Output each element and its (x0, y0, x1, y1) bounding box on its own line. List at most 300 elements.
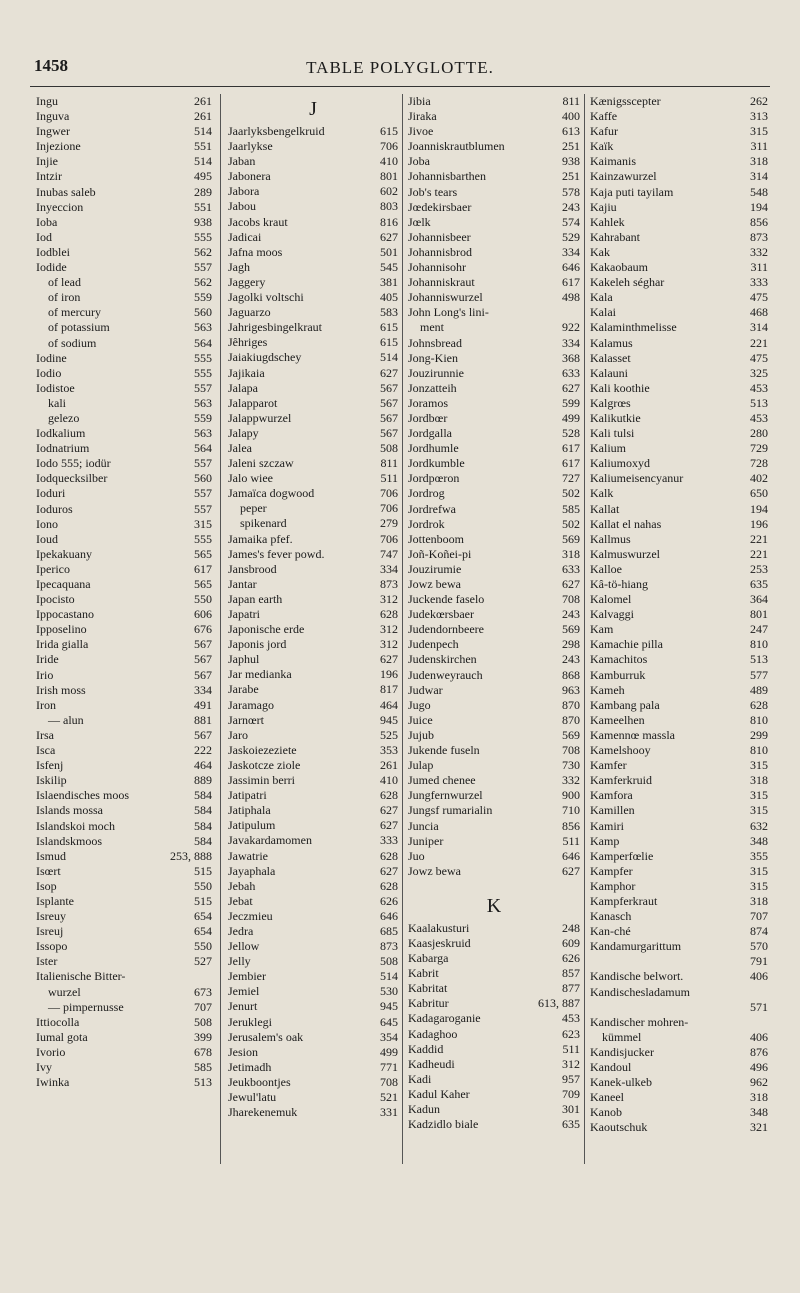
index-entry (408, 320, 580, 335)
entry-page-ref: 856 (562, 818, 580, 833)
entry-page-ref: 315 (750, 788, 768, 803)
entry-page-ref: 247 (750, 622, 768, 637)
entry-term: Kaimanis (590, 154, 636, 169)
entry-page-ref: 706 (380, 531, 398, 546)
entry-term: Kadagaroganie (408, 1011, 481, 1026)
index-entry (36, 275, 212, 290)
entry-term: Iodnatrium (36, 441, 90, 456)
entry-page-ref: 562 (194, 244, 212, 259)
index-entry (590, 230, 768, 245)
entry-term: Kænigsscepter (590, 94, 661, 108)
entry-page-ref: 325 (750, 365, 768, 380)
index-entry (590, 743, 768, 758)
entry-page-ref: 314 (750, 320, 768, 335)
entry-page-ref: 801 (380, 169, 398, 184)
entry-page-ref: 514 (194, 124, 212, 139)
entry-page-ref: 315 (750, 863, 768, 878)
index-entry (408, 758, 580, 773)
index-entry (408, 1117, 580, 1132)
index-entry (228, 320, 398, 335)
entry-term: Juo (408, 848, 425, 863)
index-entry (408, 426, 580, 441)
index-entry (408, 456, 580, 471)
index-entry (228, 954, 398, 969)
entry-term: kümmel (602, 1029, 642, 1044)
index-entry (36, 819, 212, 834)
entry-page-ref: 889 (194, 773, 212, 788)
entry-term: Kalmuswurzel (590, 546, 660, 561)
entry-page-ref: 615 (380, 124, 398, 138)
entry-page-ref: 514 (194, 154, 212, 169)
index-column-3 (408, 94, 580, 1132)
index-entry (228, 516, 398, 531)
entry-page-ref: 333 (750, 275, 768, 290)
entry-page-ref: 299 (750, 727, 768, 742)
index-entry (228, 818, 398, 833)
index-entry (590, 562, 768, 577)
entry-term: Jottenboom (408, 531, 464, 546)
page-number: 1458 (34, 56, 68, 75)
entry-page-ref: 627 (562, 380, 580, 395)
entry-page-ref: 729 (750, 441, 768, 456)
entry-page-ref: 453 (750, 410, 768, 425)
entry-term: Kamfora (590, 788, 633, 803)
entry-page-ref: 627 (562, 863, 580, 878)
entry-page-ref: 567 (194, 667, 212, 682)
index-entry (228, 698, 398, 713)
entry-term: Jaramago (228, 697, 274, 712)
entry-term: Jaarlyksbengelkruid (228, 124, 325, 138)
entry-page-ref: 646 (562, 848, 580, 863)
index-entry (36, 924, 212, 939)
index-entry (36, 607, 212, 622)
index-entry (408, 124, 580, 139)
index-entry (590, 1090, 768, 1105)
entry-term: Kadul Kaher (408, 1086, 470, 1101)
entry-page-ref: 381 (380, 274, 398, 289)
index-entry (228, 547, 398, 562)
entry-term: Jelly (228, 954, 251, 969)
entry-term: Islandskmoos (36, 833, 102, 848)
entry-page-ref: 615 (380, 335, 398, 350)
entry-page-ref: 584 (194, 833, 212, 848)
entry-page-ref: 569 (562, 531, 580, 546)
entry-page-ref: 530 (380, 984, 398, 999)
entry-term: Judenweyrauch (408, 667, 483, 682)
entry-term: Iodio (36, 365, 62, 380)
entry-term: Islandskoi moch (36, 818, 115, 833)
entry-page-ref: 221 (750, 531, 768, 546)
entry-page-ref: 318 (562, 546, 580, 561)
index-entry (408, 532, 580, 547)
entry-term: Jatipatri (228, 788, 267, 803)
index-entry (590, 803, 768, 818)
entry-term: Kanasch (590, 909, 632, 924)
entry-page-ref: 557 (194, 501, 212, 516)
entry-page-ref: 280 (750, 426, 768, 441)
index-entry (228, 456, 398, 471)
index-entry (590, 788, 768, 803)
entry-term: Johannisohr (408, 260, 466, 275)
index-entry (408, 743, 580, 758)
index-entry (408, 230, 580, 245)
entry-page-ref: 262 (750, 94, 768, 108)
entry-term: James's fever powd. (228, 546, 325, 561)
entry-term: Jantar (228, 576, 257, 591)
entry-page-ref: 567 (380, 425, 398, 440)
entry-page-ref: 515 (194, 863, 212, 878)
index-entry (36, 954, 212, 969)
entry-page-ref: 551 (194, 139, 212, 154)
index-entry (590, 819, 768, 834)
entry-page-ref: 613 (562, 124, 580, 139)
entry-page-ref: 584 (194, 788, 212, 803)
index-entry (36, 456, 212, 471)
entry-page-ref: 560 (194, 471, 212, 486)
index-entry (36, 396, 212, 411)
entry-page-ref: 627 (380, 863, 398, 878)
entry-page-ref: 406 (750, 1029, 768, 1044)
entry-term: Injie (36, 154, 58, 169)
entry-page-ref: 877 (562, 981, 580, 996)
entry-page-ref: 243 (562, 652, 580, 667)
entry-term: Jafna moos (228, 244, 283, 259)
index-entry (228, 743, 398, 758)
entry-term: Kalai (590, 305, 616, 320)
entry-page-ref: 646 (562, 260, 580, 275)
entry-term: Jaban (228, 154, 256, 169)
index-entry (228, 833, 398, 848)
index-column-4 (590, 94, 768, 1135)
index-entry (36, 758, 212, 773)
entry-page-ref: 555 (194, 531, 212, 546)
index-entry (408, 683, 580, 698)
index-entry (228, 154, 398, 169)
entry-page-ref: 945 (380, 712, 398, 727)
entry-term: Johanniswurzel (408, 290, 483, 305)
index-entry (36, 290, 212, 305)
index-entry (408, 607, 580, 622)
index-entry (228, 124, 398, 139)
entry-page-ref: 502 (562, 516, 580, 531)
index-entry (590, 849, 768, 864)
entry-page-ref: 577 (750, 667, 768, 682)
entry-term: Joñ-Koñei-pi (408, 546, 472, 561)
entry-term: Jivoe (408, 124, 434, 139)
index-entry (228, 909, 398, 924)
column-rule (220, 94, 221, 1164)
index-entry (590, 622, 768, 637)
entry-term: Kafur (590, 124, 618, 139)
index-entry (590, 879, 768, 894)
entry-page-ref: 514 (380, 969, 398, 984)
index-entry (408, 275, 580, 290)
index-entry (408, 260, 580, 275)
entry-term: Kak (590, 244, 610, 259)
index-entry (36, 698, 212, 713)
entry-term: Kalk (590, 486, 614, 501)
entry-term: Kampfer (590, 863, 633, 878)
entry-term: wurzel (48, 984, 81, 999)
entry-page-ref: 513 (750, 652, 768, 667)
entry-term: Kaliumeisencyanur (590, 471, 684, 486)
index-entry (228, 637, 398, 652)
entry-page-ref: 628 (380, 607, 398, 621)
entry-page-ref: 646 (380, 908, 398, 923)
entry-page-ref: 564 (194, 335, 212, 350)
entry-term: Islaendisches moos (36, 788, 129, 803)
index-entry (228, 184, 398, 199)
index-entry (590, 185, 768, 200)
entry-page-ref: 521 (380, 1090, 398, 1104)
entry-page-ref: 253 (750, 561, 768, 576)
entry-page-ref: 321 (750, 1120, 768, 1135)
entry-term: Jalapa (228, 380, 258, 395)
entry-page-ref: 194 (750, 199, 768, 214)
index-entry (36, 894, 212, 909)
entry-page-ref: 499 (562, 410, 580, 425)
entry-term: Jordrefwa (408, 501, 456, 516)
entry-term: Ivy (36, 1060, 52, 1074)
index-entry (408, 305, 580, 320)
entry-term: Kalasset (590, 350, 631, 365)
entry-term: Jenurt (228, 999, 258, 1014)
index-entry (408, 486, 580, 501)
entry-term: Jalappwurzel (228, 410, 292, 425)
entry-page-ref: 555 (194, 365, 212, 380)
entry-term: Jaskoiezeziete (228, 742, 297, 757)
entry-page-ref: 560 (194, 305, 212, 320)
entry-term: Jordrok (408, 516, 445, 531)
entry-term: Julap (408, 758, 434, 773)
index-entry (228, 230, 398, 245)
index-entry (228, 139, 398, 154)
entry-term: Jalapy (228, 425, 259, 440)
index-column-1 (36, 94, 212, 1090)
entry-term: Iod (36, 229, 52, 244)
index-entry (36, 909, 212, 924)
entry-page-ref: 727 (562, 471, 580, 486)
index-entry (590, 834, 768, 849)
entry-page-ref: 498 (562, 290, 580, 305)
entry-page-ref: 251 (562, 169, 580, 184)
index-entry (590, 366, 768, 381)
index-entry (36, 1000, 212, 1015)
entry-term: Judwar (408, 682, 443, 697)
index-entry (408, 849, 580, 864)
entry-term: Jagh (228, 259, 250, 274)
entry-page-ref: 868 (562, 667, 580, 682)
index-entry (36, 305, 212, 320)
index-entry (408, 668, 580, 683)
index-entry (228, 758, 398, 773)
entry-term: Kallat (590, 501, 620, 516)
entry-term: Jordbœr (408, 410, 448, 425)
entry-page-ref: 557 (194, 260, 212, 275)
entry-page-ref: 571 (750, 999, 768, 1014)
entry-page-ref: 710 (562, 803, 580, 818)
entry-term: Iride (36, 652, 59, 667)
entry-term: of sodium (48, 335, 97, 350)
entry-term: Jaro (228, 727, 248, 742)
entry-term: Kamillen (590, 803, 635, 818)
entry-term: Ipposelino (36, 622, 87, 637)
entry-term: Issopo (36, 939, 68, 954)
entry-page-ref: 475 (750, 350, 768, 365)
entry-page-ref: 508 (194, 1014, 212, 1029)
entry-page-ref: 654 (194, 909, 212, 924)
entry-term: Kamburruk (590, 667, 646, 682)
index-entry (36, 154, 212, 169)
entry-term: Kamachie pilla (590, 637, 663, 652)
entry-page-ref: 331 (380, 1105, 398, 1120)
section-letter-heading: J (309, 98, 317, 120)
entry-term: Iodide (36, 260, 67, 275)
entry-term: Iodblei (36, 244, 70, 259)
entry-page-ref: 315 (750, 803, 768, 818)
index-entry (228, 788, 398, 803)
entry-term: Kali tulsi (590, 426, 635, 441)
entry-term: Ioud (36, 531, 58, 546)
index-entry (590, 275, 768, 290)
index-entry (590, 169, 768, 184)
entry-page-ref: 811 (562, 94, 580, 108)
index-entry (36, 532, 212, 547)
entry-term: Kamperfœlie (590, 848, 654, 863)
index-entry (590, 336, 768, 351)
index-entry (590, 456, 768, 471)
entry-page-ref: 499 (380, 1044, 398, 1059)
entry-term: Kalloe (590, 561, 622, 576)
entry-page-ref: 261 (194, 94, 212, 108)
entry-term: Jharekenemuk (228, 1105, 298, 1120)
index-entry (228, 864, 398, 879)
entry-page-ref: 314 (750, 169, 768, 184)
entry-term: Jamaika pfef. (228, 531, 293, 546)
index-entry (228, 471, 398, 486)
entry-term: Ioduros (36, 501, 73, 516)
index-entry (228, 366, 398, 381)
index-entry (36, 351, 212, 366)
index-entry (408, 996, 580, 1011)
index-entry (228, 169, 398, 184)
index-entry (590, 502, 768, 517)
index-entry (36, 336, 212, 351)
entry-term: Jesion (228, 1044, 258, 1059)
entry-page-ref: 873 (750, 229, 768, 244)
entry-page-ref: 332 (562, 773, 580, 788)
index-entry (36, 200, 212, 215)
entry-term: Johanniskraut (408, 275, 475, 290)
entry-term: Ioba (36, 214, 58, 229)
entry-page-ref: 312 (380, 591, 398, 606)
entry-page-ref: 584 (194, 818, 212, 833)
entry-term: of iron (48, 290, 81, 305)
entry-term: Kabritur (408, 996, 449, 1011)
entry-term: Kanek-ulkeb (590, 1075, 652, 1090)
entry-term: Jouzirunnie (408, 365, 464, 380)
entry-term: Irish moss (36, 682, 86, 697)
entry-page-ref: 318 (750, 893, 768, 908)
entry-page-ref: 627 (562, 577, 580, 591)
entry-page-ref: 368 (562, 350, 580, 365)
entry-term: Isœrt (36, 863, 61, 878)
entry-term: Isop (36, 878, 57, 893)
index-entry (228, 803, 398, 818)
entry-term: Jibia (408, 94, 431, 108)
entry-term: Isca (36, 743, 56, 758)
index-entry (36, 1060, 212, 1075)
entry-term: Kandamurgarittum (590, 939, 682, 954)
entry-page-ref: 557 (194, 456, 212, 471)
index-entry (408, 788, 580, 803)
entry-page-ref: 617 (194, 561, 212, 576)
entry-term: Isreuj (36, 924, 64, 939)
index-entry (408, 366, 580, 381)
index-entry (590, 109, 768, 124)
index-entry (590, 939, 768, 954)
index-entry (590, 894, 768, 909)
entry-term: ment (420, 320, 444, 335)
entry-term: Kamp (590, 833, 620, 848)
entry-page-ref: 609 (562, 935, 580, 950)
entry-page-ref: 816 (380, 214, 398, 229)
entry-page-ref: 513 (194, 1075, 212, 1090)
index-entry (590, 909, 768, 924)
index-entry (36, 939, 212, 954)
index-entry (590, 411, 768, 426)
entry-page-ref: 410 (380, 773, 398, 788)
entry-term: Jalo wiee (228, 471, 273, 486)
entry-page-ref: 348 (750, 833, 768, 848)
entry-page-ref: 468 (750, 305, 768, 320)
entry-page-ref: 633 (562, 365, 580, 380)
index-entry (228, 245, 398, 260)
entry-term: Kamphor (590, 878, 636, 893)
entry-page-ref: 508 (380, 954, 398, 969)
index-entry (590, 1075, 768, 1090)
entry-term: of lead (48, 275, 81, 290)
entry-page-ref: 583 (380, 305, 398, 320)
index-entry (590, 1015, 768, 1030)
entry-term: Iwinka (36, 1075, 70, 1090)
index-entry (590, 94, 768, 109)
entry-page-ref: 599 (562, 395, 580, 410)
entry-page-ref: 464 (380, 697, 398, 712)
entry-term: Jouzirumie (408, 561, 462, 576)
index-entry (408, 592, 580, 607)
entry-term: Jaarlykse (228, 139, 273, 154)
entry-term: Kallmus (590, 531, 631, 546)
entry-term: Kandoul (590, 1060, 632, 1074)
entry-term: Isreuy (36, 909, 66, 924)
entry-page-ref: 333 (380, 833, 398, 848)
entry-page-ref: 900 (562, 788, 580, 803)
index-entry (228, 969, 398, 984)
index-entry (408, 622, 580, 637)
index-entry (408, 1087, 580, 1102)
entry-page-ref: 402 (750, 471, 768, 486)
index-entry (36, 668, 212, 683)
entry-page-ref: 289 (194, 184, 212, 199)
index-entry (36, 109, 212, 124)
entry-term: Kaoutschuk (590, 1120, 648, 1135)
index-entry (408, 185, 580, 200)
entry-page-ref: 557 (194, 380, 212, 395)
index-entry (228, 713, 398, 728)
entry-term: Juice (408, 712, 433, 727)
entry-term: Javakardamomen (228, 833, 312, 848)
